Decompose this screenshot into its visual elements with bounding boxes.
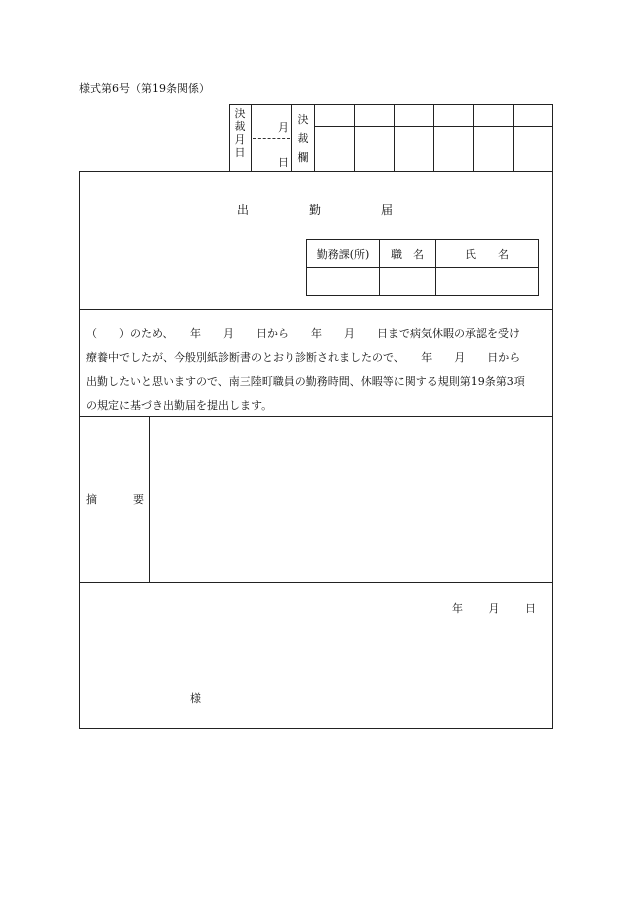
statement-line: 出勤したいと思いますので、南三陸町職員の勤務時間、休暇等に関する規則第19条第3項	[86, 375, 525, 388]
approval-stamp-cell[interactable]	[314, 104, 355, 127]
date-divider	[253, 138, 290, 139]
approval-column-label-char: 欄	[297, 151, 309, 164]
form-title	[0, 201, 630, 218]
addressee-field[interactable]	[90, 686, 186, 706]
position-field[interactable]	[379, 267, 436, 296]
summary-label	[86, 491, 144, 507]
approval-column-label	[296, 110, 310, 167]
approval-stamp-cell[interactable]	[513, 104, 553, 127]
approval-stamp-cell[interactable]	[513, 126, 553, 172]
applicant-table	[306, 239, 539, 296]
approval-stamp-cell[interactable]	[433, 104, 474, 127]
date-year-label: 年	[452, 602, 463, 615]
statement-line: 療養中でしたが、今般別紙診断書のとおり診断されましたので、 年 月 日から	[86, 351, 521, 364]
approval-date-label-char: 日	[234, 146, 246, 159]
date-month-label: 月	[488, 602, 500, 615]
request-statement	[86, 322, 548, 418]
section-divider	[80, 309, 552, 310]
approval-stamp-cell[interactable]	[394, 104, 434, 127]
form-title-char: 出	[236, 203, 249, 217]
submission-date	[452, 600, 536, 616]
statement-line: （ ）のため、 年 月 日から 年 月 日まで病気休暇の承認を受け	[86, 327, 521, 340]
header-position: 職 名	[379, 239, 436, 268]
header-department: 勤務課(所)	[306, 239, 380, 268]
form-title-char: 勤	[308, 203, 321, 217]
approval-date-label-char: 月	[234, 133, 246, 146]
approval-stamp-cell[interactable]	[473, 126, 514, 172]
summary-label-char: 要	[133, 493, 144, 506]
statement-line: の規定に基づき出勤届を提出します。	[86, 399, 273, 412]
summary-label-char: 摘	[86, 493, 97, 506]
approval-stamp-cell[interactable]	[354, 126, 395, 172]
approval-stamp-cell[interactable]	[314, 126, 355, 172]
department-field[interactable]	[306, 267, 380, 296]
addressee-suffix: 様	[190, 692, 201, 705]
approval-stamp-cell[interactable]	[394, 126, 434, 172]
header-name: 氏 名	[435, 239, 539, 268]
approval-column-label-char: 決	[297, 113, 309, 126]
approval-day: 日	[278, 156, 289, 169]
approval-date-label-char: 裁	[234, 120, 246, 133]
date-day-label: 日	[525, 602, 536, 615]
summary-field[interactable]	[150, 416, 550, 580]
form-number: 様式第6号（第19条関係）	[79, 82, 210, 95]
form-title-char: 届	[381, 203, 394, 217]
approval-month: 月	[278, 121, 289, 134]
approval-stamp-cell[interactable]	[473, 104, 514, 127]
approval-stamp-cell[interactable]	[433, 126, 474, 172]
name-field[interactable]	[435, 267, 539, 296]
approval-stamp-cell[interactable]	[354, 104, 395, 127]
approval-column-label-char: 裁	[297, 132, 309, 145]
section-divider	[80, 582, 552, 583]
approval-date-label-char: 決	[234, 107, 246, 120]
approval-date-label	[233, 107, 247, 159]
